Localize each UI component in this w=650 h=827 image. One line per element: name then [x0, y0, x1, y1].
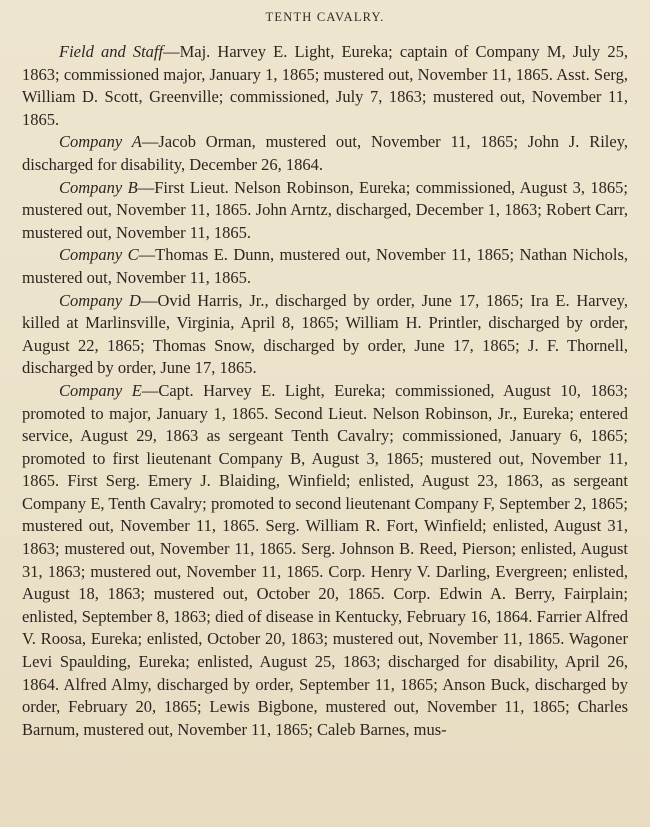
entry-text: —Maj. Harvey E. Light, Eureka; captain of Company M, July 25, 1863; commissioned major, January 1, 1865; mustered out, November 11, 1865. Asst. Serg, William D. Scott, Greenville; commissioned, July 7, 1863; mustered out, November 11, 1865.: [22, 42, 628, 129]
entry-heading: Company A: [59, 132, 142, 152]
entry-text: —Capt. Harvey E. Light, Eureka; commissioned, August 10, 1863; promoted to major, January 1, 1865. Second Lieut. Nelson Robinson, Jr., Eureka; entered service, August 29, 1863 as sergeant Tenth Cavalry; commissioned, January 6, 1865; promoted to first lieutenant Company B, August 3, 1865; mustered out, November 11, 1865. First Serg. Emery J. Blaiding, Winfield; enlisted, August 23, 1863, as sergeant Company E, Tenth Cavalry; promoted to second lieutenant Company F, September 2, 1865; mustered out, November 11, 1865. Serg. William R. Fort, Winfield; enlisted, August 31, 1863; mustered out, November 11, 1865. Serg. Johnson B. Reed, Pierson; enlisted, August 31, 1863; mustered out, November 11, 1865. Corp. Henry V. Darling, Evergreen; enlisted, August 18, 1863; mustered out, October 20, 1865. Corp. Edwin A. Berry, Fairplain; enlisted, September 8, 1863; died of disease in Kentucky, February 16, 1864. Farrier Alfred V. Roosa, Eureka; enlisted, October 20, 1863; mustered out, November 11, 1865. Wagoner Levi Spaulding, Eureka; enlisted, August 25, 1863; discharged for disability, April 26, 1864. Alfred Almy, discharged by order, September 11, 1865; Anson Buck, discharged by order, February 20, 1865; Lewis Bigbone, mustered out, November 11, 1865; Charles Barnum, mustered out, November 11, 1865; Caleb Barnes, mus-: [22, 380, 628, 739]
entry-text: —Jacob Orman, mustered out, November 11, 1865; John J. Riley, discharged for disability, December 26, 1864.: [22, 132, 628, 174]
entry-company-e: [22, 380, 628, 742]
entry-company-b: [22, 177, 628, 245]
entry-heading: Company D: [59, 290, 141, 310]
entry-company-c: [22, 244, 628, 289]
entry-text: —Thomas E. Dunn, mustered out, November 11, 1865; Nathan Nichols, mustered out, November 11, 1865.: [22, 245, 628, 287]
running-head: TENTH CAVALRY.: [265, 10, 385, 24]
entry-heading: Company B: [59, 177, 138, 197]
roster-text: [22, 41, 628, 741]
entry-company-a: [22, 131, 628, 176]
entry-heading: Company E: [59, 380, 142, 400]
entry-company-d: [22, 290, 628, 380]
entry-heading: Company C: [59, 245, 139, 265]
entry-text: —First Lieut. Nelson Robinson, Eureka; commissioned, August 3, 1865; mustered out, November 11, 1865. John Arntz, discharged, December 1, 1863; Robert Carr, mustered out, November 11, 1865.: [22, 177, 628, 242]
entry-text: —Ovid Harris, Jr., discharged by order, June 17, 1865; Ira E. Harvey, killed at Marlinsville, Virginia, April 8, 1865; William H. Printler, discharged by order, August 22, 1865; Thomas Snow, discharged by order, June 17, 1865; J. F. Thornell, discharged by order, June 17, 1865.: [22, 290, 628, 378]
entry-heading: Field and Staff: [59, 42, 164, 61]
entry-field-and-staff: [22, 41, 628, 131]
